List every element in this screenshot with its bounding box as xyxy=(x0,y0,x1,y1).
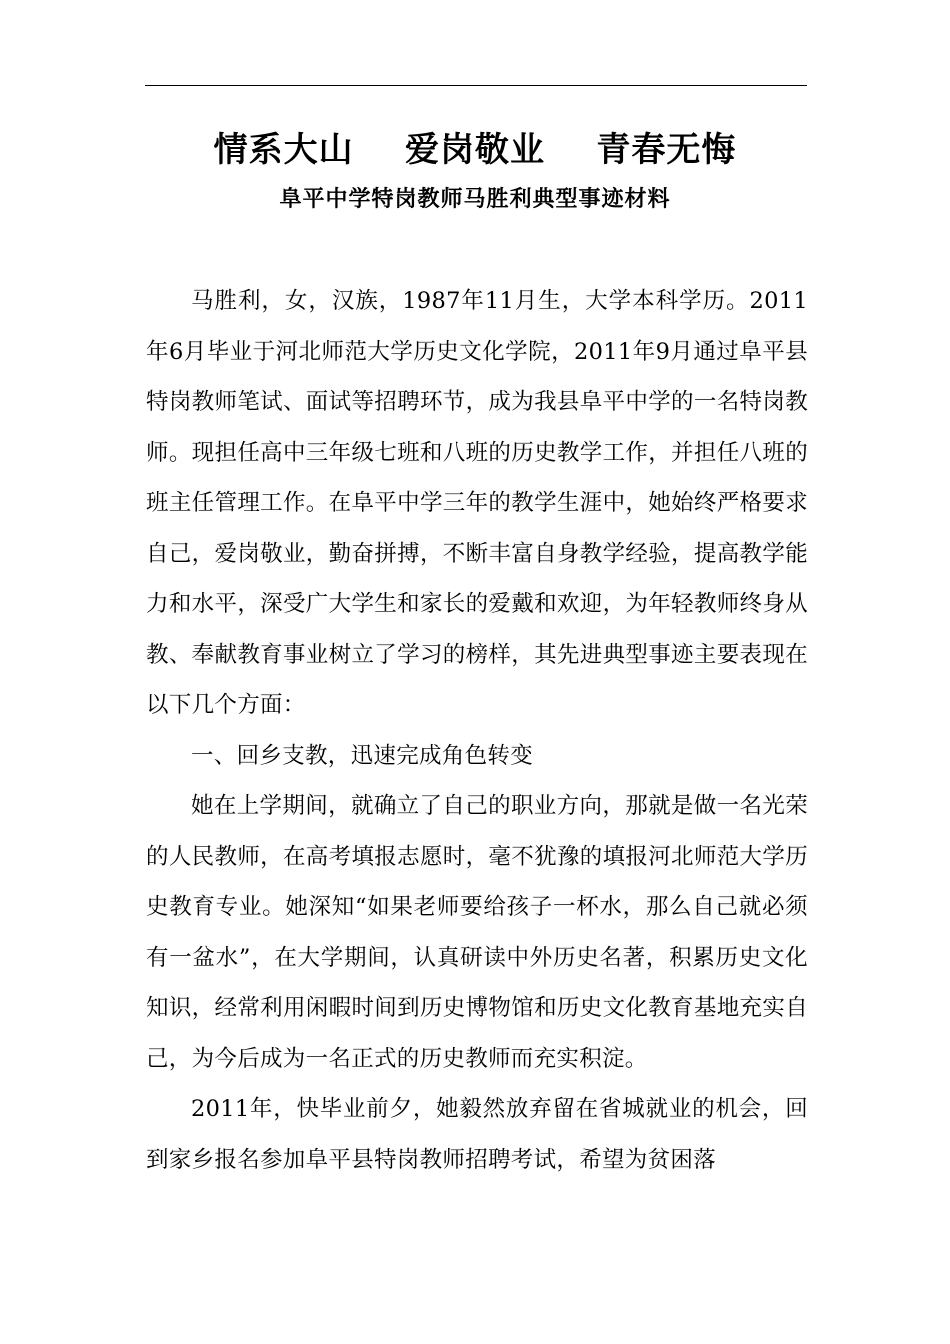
paragraph-return-home: 2011年，快毕业前夕，她毅然放弃留在省城就业的机会，回到家乡报名参加阜平县特岗教师招聘考试，希望为贫困落 xyxy=(146,1096,808,1173)
paragraph-intro: 马胜利，女，汉族，1987年11月生，大学本科学历。2011年6月毕业于河北师范大学历史文化学院，2011年9月通过阜平县特岗教师笔试、面试等招聘环节，成为我县阜平中学的一名特岗教师。现担任高中三年级七班和八班的历史教学工作，并担任八班的班主任管理工作。在阜平中学三年的教学生涯中，她始终严格要求自己，爱岗敬业，勤奋拼搏，不断丰富自身教学经验，提高教学能力和水平，深受广大学生和家长的爱戴和欢迎，为年轻教师终身从教、奉献教育事业树立了学习的榜样，其先进典型事迹主要表现在以下几个方面： xyxy=(146,288,808,718)
section-heading-1: 一、回乡支教，迅速完成角色转变 xyxy=(191,742,534,769)
document-title: 情系大山 爱岗敬业 青春无悔 xyxy=(213,130,737,170)
document-subtitle: 阜平中学特岗教师马胜利典型事迹材料 xyxy=(279,186,671,212)
paragraph-career-choice: 她在上学期间，就确立了自己的职业方向，那就是做一名光荣的人民教师，在高考填报志愿时，毫不犹豫的填报河北师范大学历史教育专业。她深知“如果老师要给孩子一杯水，那么自己就必须有一盆水”，在大学期间，认真研读中外历史名著，积累历史文化知识，经常利用闲暇时间到历史博物馆和历史文化教育基地充实自己，为今后成为一名正式的历史教师而充实积淀。 xyxy=(146,793,808,1072)
header-rule xyxy=(145,85,807,86)
document-body xyxy=(146,276,808,1185)
